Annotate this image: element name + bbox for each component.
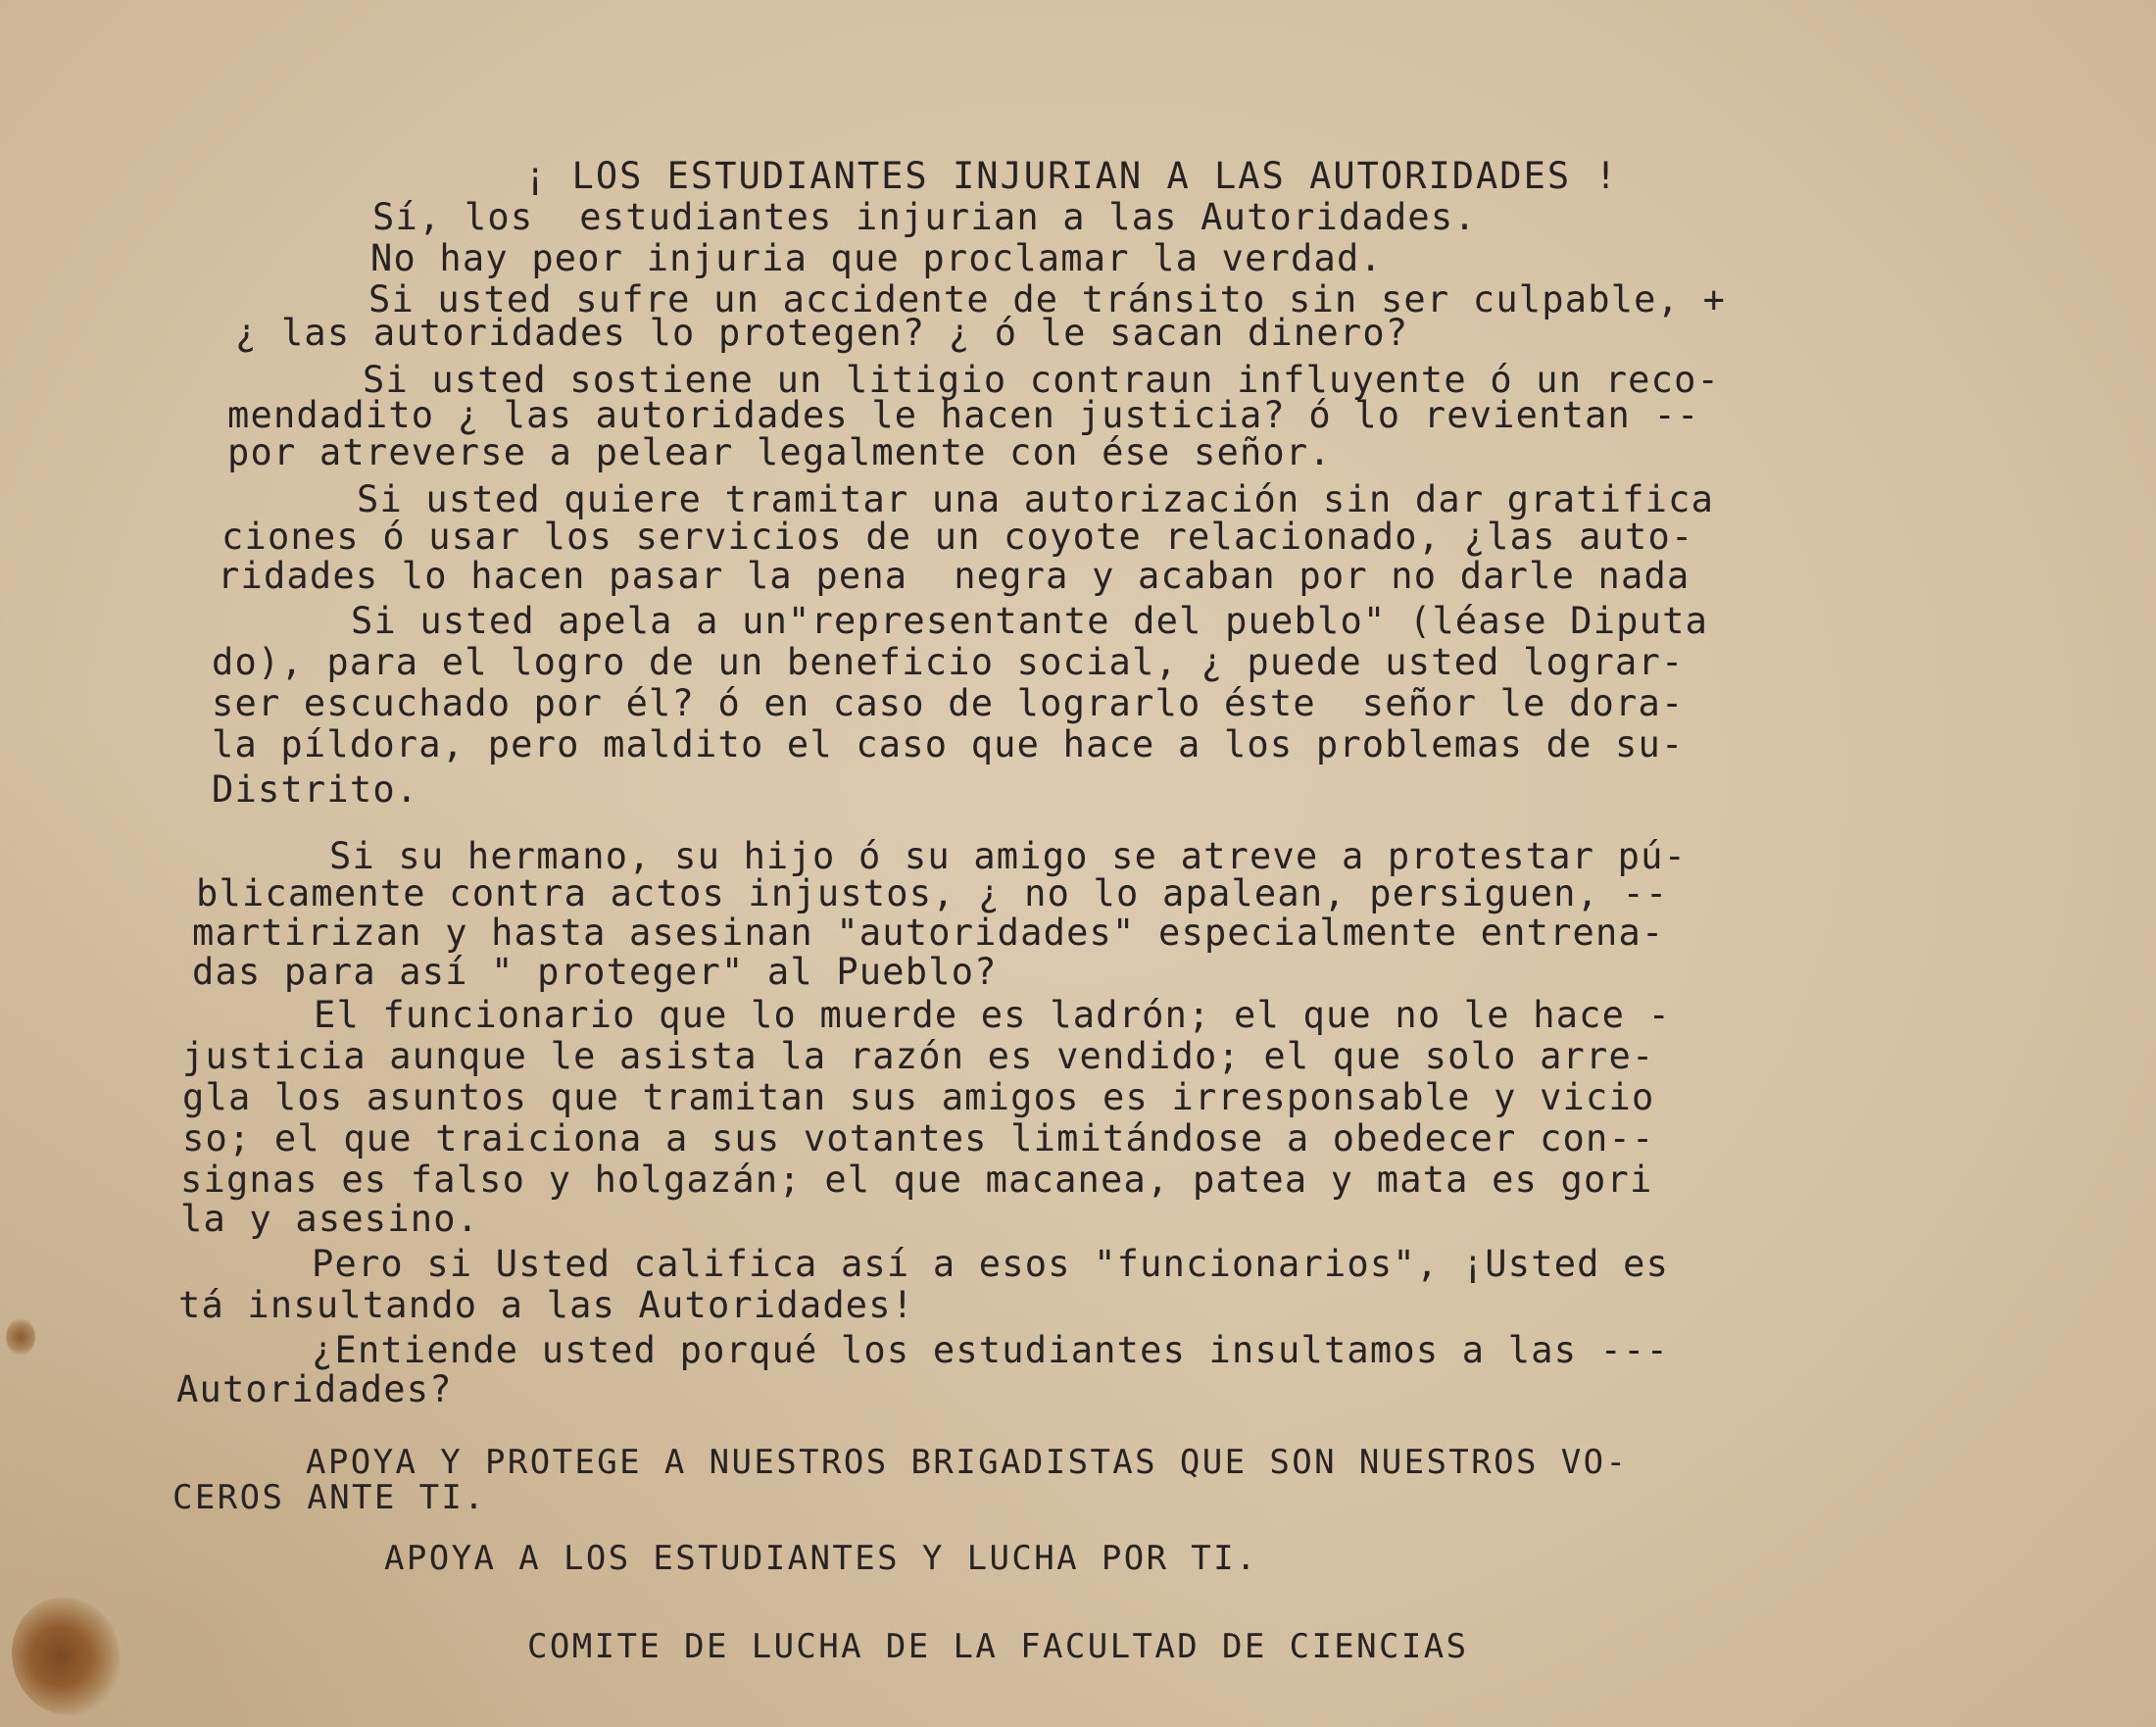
text-line: ¿Entiende usted porqué los estudiantes insultamos a las ---	[312, 1329, 1670, 1371]
text-line: Si su hermano, su hijo ó su amigo se atreve a protestar pú-	[329, 835, 1688, 877]
text-line: signas es falso y holgazán; el que macanea, patea y mata es gori	[180, 1159, 1653, 1201]
text-line: Si usted apela a un"representante del pueblo" (léase Diputa	[351, 600, 1709, 642]
text-line: martirizan y hasta asesinan "autoridades" especialmente entrena-	[192, 912, 1665, 954]
text-line: do), para el logro de un beneficio social, ¿ puede usted lograr-	[212, 641, 1685, 683]
text-line: mendadito ¿ las autoridades le hacen justicia? ó lo revientan --	[227, 394, 1700, 436]
document-title: ¡ LOS ESTUDIANTES INJURIAN A LAS AUTORIDADES !	[524, 155, 1619, 197]
text-line: Pero si Usted califica así a esos "funcionarios", ¡Usted es	[312, 1243, 1670, 1285]
text-line: No hay peor injuria que proclamar la verdad.	[370, 237, 1383, 279]
text-line: Autoridades?	[176, 1368, 453, 1410]
signature: COMITE DE LUCHA DE LA FACULTAD DE CIENCIAS	[527, 1627, 1469, 1666]
text-line: ser escuchado por él? ó en caso de lograrlo éste señor le dora-	[212, 682, 1685, 724]
text-line: ciones ó usar los servicios de un coyote relacionado, ¿las auto-	[221, 516, 1694, 558]
text-line: Sí, los estudiantes injurian a las Autoridades.	[372, 196, 1477, 238]
text-line: la y asesino.	[180, 1198, 480, 1240]
closing-line: CEROS ANTE TI.	[172, 1478, 487, 1517]
text-line: justicia aunque le asista la razón es vendido; el que solo arre-	[182, 1035, 1655, 1077]
text-line: gla los asuntos que tramitan sus amigos es irresponsable y vicio	[182, 1076, 1655, 1118]
text-line: Si usted quiere tramitar una autorización sin dar gratifica	[357, 478, 1715, 520]
text-line: ridades lo hacen pasar la pena negra y acaban por no darle nada	[218, 555, 1690, 597]
closing-line: APOYA A LOS ESTUDIANTES Y LUCHA POR TI.	[384, 1539, 1258, 1578]
text-line: Distrito.	[212, 768, 419, 811]
text-line: das para así " proteger" al Pueblo?	[192, 951, 998, 993]
text-line: Si usted sostiene un litigio contraun influyente ó un reco-	[363, 359, 1721, 401]
text-line: la píldora, pero maldito el caso que hace a los problemas de su-	[212, 723, 1685, 765]
text-line: tá insultando a las Autoridades!	[178, 1284, 915, 1326]
text-line: blicamente contra actos injustos, ¿ no lo apalean, persiguen, --	[196, 872, 1669, 914]
text-line: so; el que traiciona a sus votantes limitándose a obedecer con--	[182, 1117, 1655, 1160]
text-line: Si usted sufre un accidente de tránsito sin ser culpable, +	[368, 278, 1727, 321]
text-line: por atreverse a pelear legalmente con ése señor.	[227, 431, 1332, 473]
text-line: ¿ las autoridades lo protegen? ¿ ó le sacan dinero?	[235, 312, 1409, 354]
closing-line: APOYA Y PROTEGE A NUESTROS BRIGADISTAS QUE SON NUESTROS VO-	[306, 1443, 1629, 1482]
text-line: El funcionario que lo muerde es ladrón; el que no le hace -	[314, 994, 1672, 1036]
